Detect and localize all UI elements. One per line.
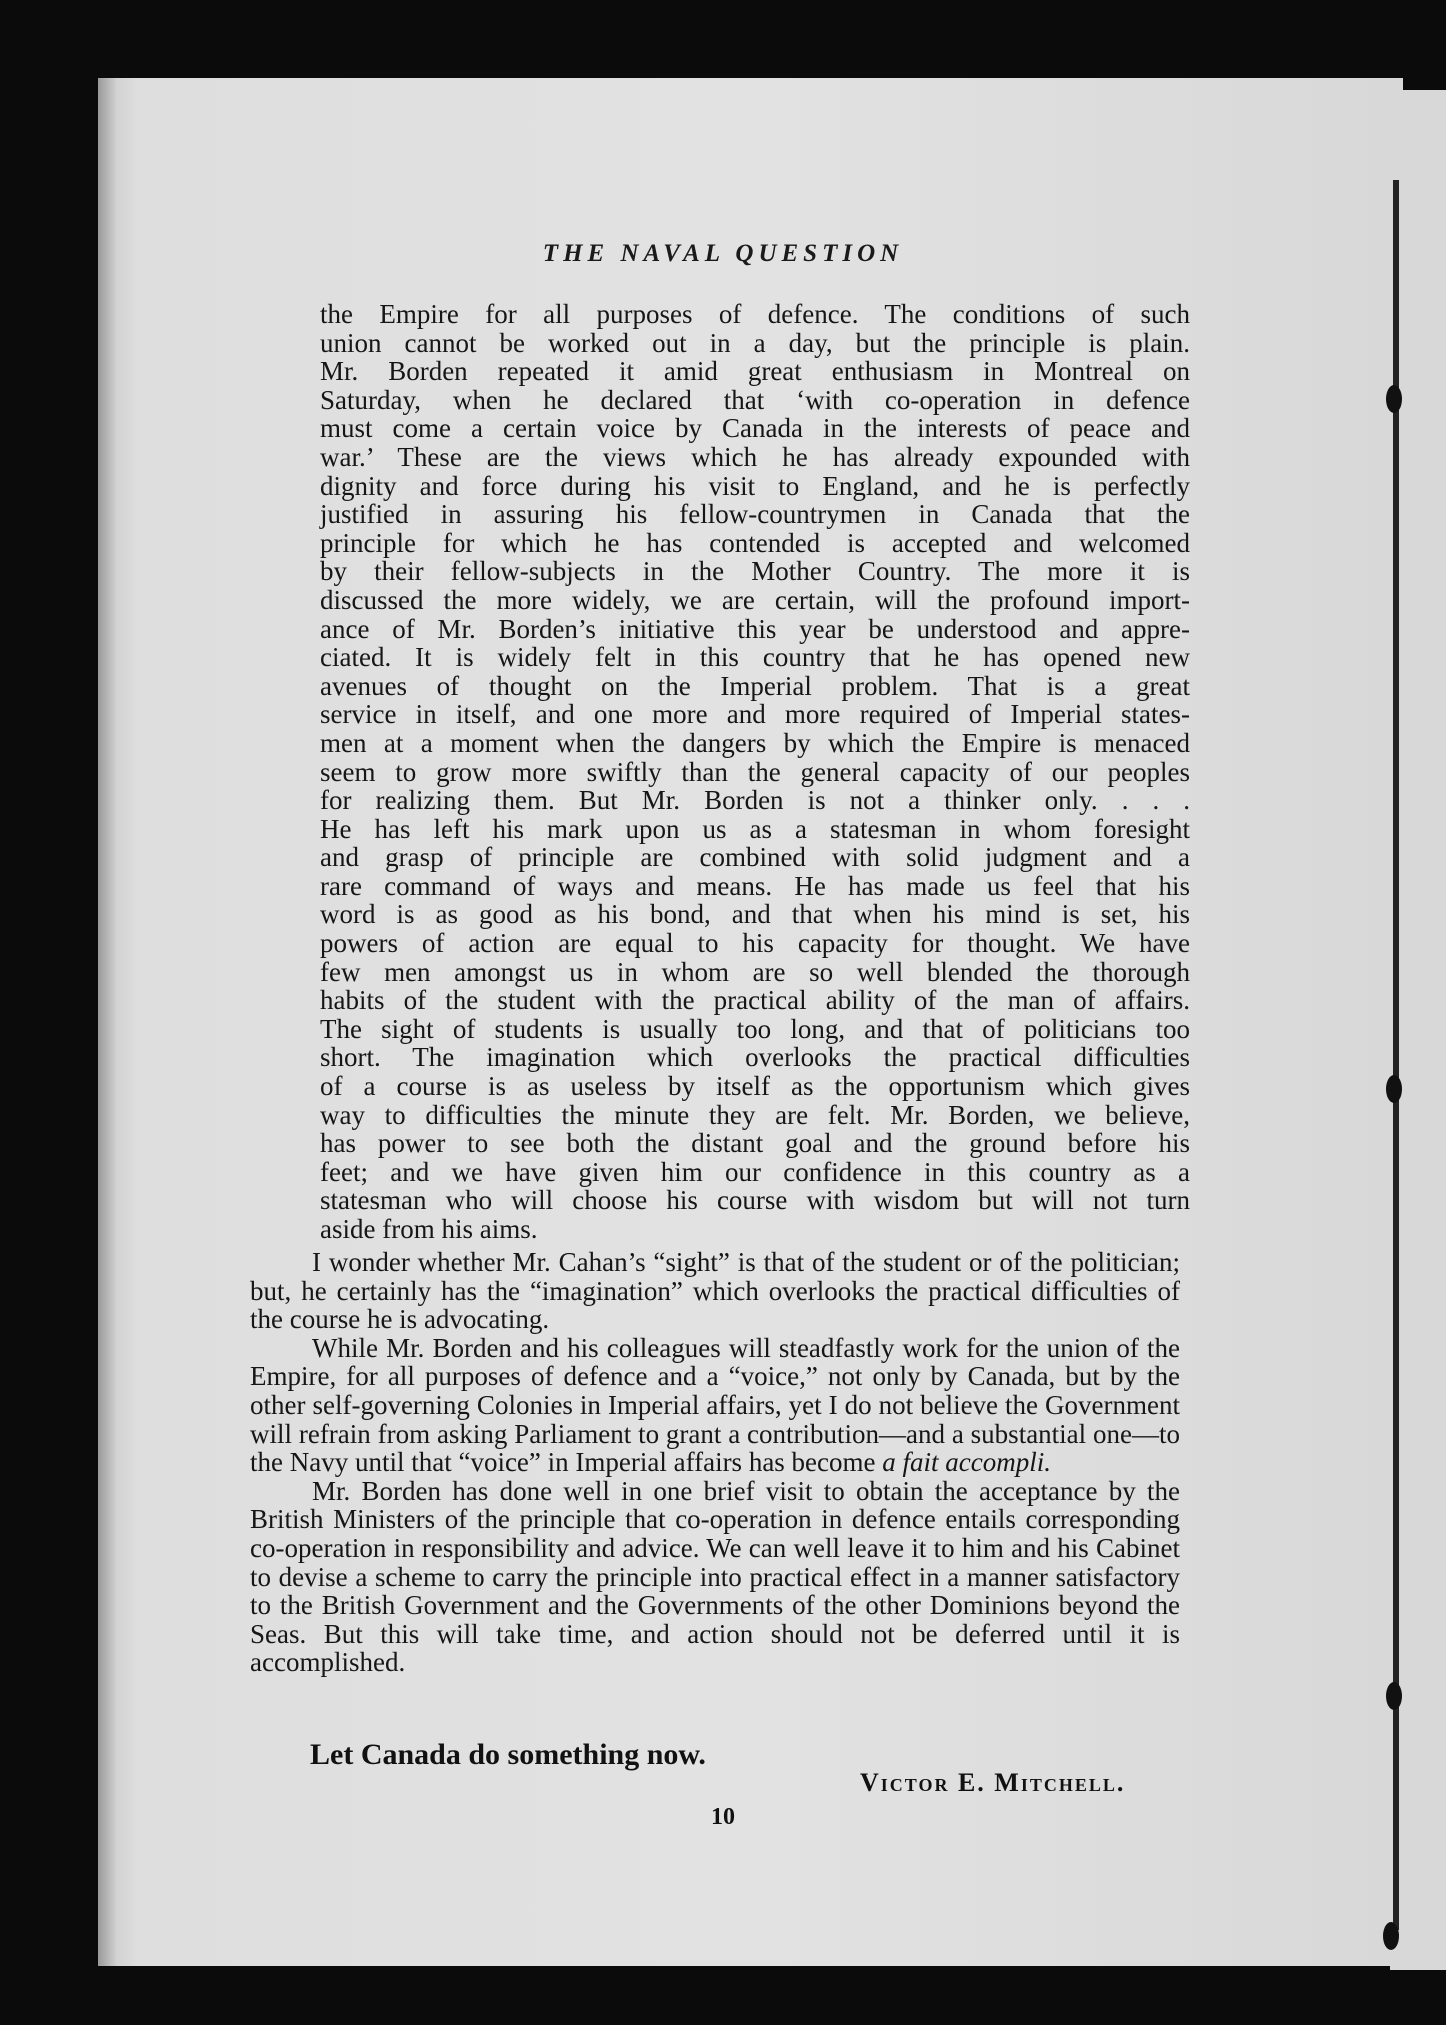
quote-line: seem to grow more swiftly than the general capacity of our peoples	[320, 756, 1190, 787]
quote-line: rare command of ways and means. He has made us feel that his	[320, 870, 1190, 901]
quote-line: for realizing them. But Mr. Borden is not a thinker only. . . .	[320, 785, 1190, 816]
binding-stitch	[1386, 1682, 1402, 1710]
page-number: 10	[711, 1804, 735, 1830]
quote-line: must come a certain voice by Canada in the interests of peace and	[320, 413, 1190, 444]
quote-line: service in itself, and one more and more required of Imperial states-	[320, 699, 1190, 730]
quote-line: avenues of thought on the Imperial problem. That is a great	[320, 670, 1190, 701]
binding-thread	[1393, 180, 1399, 1930]
quote-line: men at a moment when the dangers by which the Empire is menaced	[320, 727, 1190, 758]
quoted-passage	[320, 300, 1190, 1244]
paragraph: Mr. Borden has done well in one brief visit to obtain the acceptance by the British Ministers of the principle that co-operation in defence entails corresponding co-operation in responsibility and advice. We can well leave it to him and his Cabinet to devise a scheme to carry the principle into practical effect in a manner satisfactory to the British Government and the Governments of the other Dominions beyond the Seas. But this will take time, and action should not be deferred until it is accomplished.	[250, 1475, 1180, 1678]
paragraph: I wonder whether Mr. Cahan’s “sight” is that of the student or of the politician; but, he certainly has the “imagination” which overlooks the practical difficulties of the course he is advocating.	[250, 1247, 1180, 1335]
quote-line: Saturday, when he declared that ‘with co-operation in defence	[320, 384, 1190, 415]
quote-line: ciated. It is widely felt in this country that he has opened new	[320, 642, 1190, 673]
quote-line: the Empire for all purposes of defence. The conditions of such	[320, 299, 1190, 329]
binding-stitch	[1386, 1075, 1402, 1103]
quote-line: ance of Mr. Borden’s initiative this year be understood and appre-	[320, 613, 1190, 644]
binding-stitch	[1386, 385, 1402, 413]
paragraph: While Mr. Borden and his colleagues will steadfastly work for the union of the Empire, for all purposes of defence and a “voice,” not only by Canada, but by the other self-governing Colonies in Imperial affairs, yet I do not believe the Government will refrain from asking Parliament to grant a contribution—and a substantial one—to the Navy until that “voice” in Imperial affairs has become a fait accompli.	[250, 1332, 1180, 1478]
running-header: THE NAVAL QUESTION	[542, 240, 904, 267]
quote-line: by their fellow-subjects in the Mother Country. The more it is	[320, 556, 1190, 587]
italic-phrase: a fait accompli.	[882, 1447, 1051, 1478]
quote-line: The sight of students is usually too long, and that of politicians too	[320, 1013, 1190, 1044]
quote-line: He has left his mark upon us as a statesman in whom foresight	[320, 813, 1190, 844]
quote-line: dignity and force during his visit to England, and he is perfectly	[320, 470, 1190, 501]
quote-line: discussed the more widely, we are certain, will the profound import-	[320, 584, 1190, 615]
page-edge	[98, 78, 116, 1966]
quote-line: few men amongst us in whom are so well blended the thorough	[320, 956, 1190, 987]
quote-line: has power to see both the distant goal and the ground before his	[320, 1128, 1190, 1159]
slogan: Let Canada do something now.	[310, 1738, 706, 1771]
quote-line: war.’ These are the views which he has already expounded with	[320, 441, 1190, 472]
quote-line: powers of action are equal to his capacity for thought. We have	[320, 928, 1190, 959]
quote-line: Mr. Borden repeated it amid great enthusiasm in Montreal on	[320, 356, 1190, 387]
quote-line: union cannot be worked out in a day, but the principle is plain.	[320, 327, 1190, 358]
signature: Victor E. Mitchell.	[860, 1768, 1126, 1797]
quote-line: principle for which he has contended is accepted and welcomed	[320, 527, 1190, 558]
quote-line: justified in assuring his fellow-countrymen in Canada that the	[320, 499, 1190, 530]
quote-line: way to difficulties the minute they are felt. Mr. Borden, we believe,	[320, 1099, 1190, 1130]
quote-line: aside from his aims.	[320, 1214, 538, 1244]
quote-line: feet; and we have given him our confidence in this country as a	[320, 1156, 1190, 1187]
quote-line: habits of the student with the practical ability of the man of affairs.	[320, 985, 1190, 1016]
binding-stitch	[1383, 1922, 1399, 1950]
quote-line: statesman who will choose his course with wisdom but will not turn	[320, 1185, 1190, 1216]
quote-line: and grasp of principle are combined with solid judgment and a	[320, 842, 1190, 873]
quote-line: short. The imagination which overlooks the practical difficulties	[320, 1042, 1190, 1073]
body-text	[250, 1248, 1180, 1677]
quote-line: of a course is as useless by itself as the opportunism which gives	[320, 1071, 1190, 1102]
quote-line: word is as good as his bond, and that when his mind is set, his	[320, 899, 1190, 930]
